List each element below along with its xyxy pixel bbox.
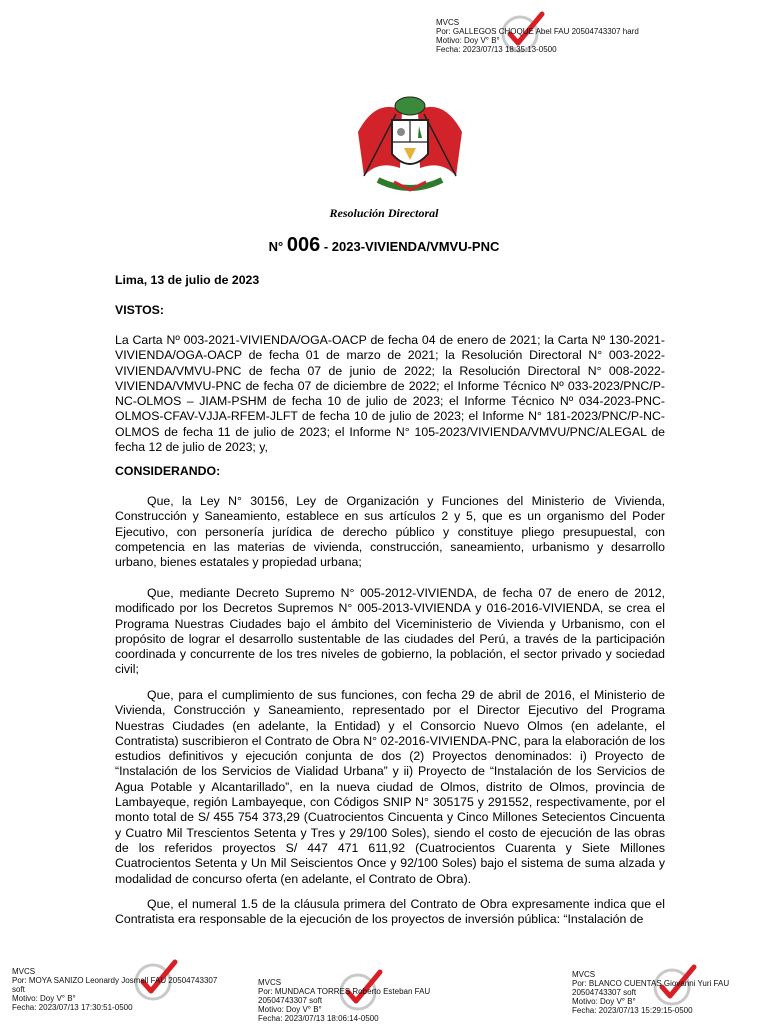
considerando-paragraph-2: Que, mediante Decreto Supremo N° 005-2012-VIVIENDA, de fecha 07 de enero de 2012, modificado por los Decretos Supremos N° 005-2013-VIVIENDA y 016-2016-VIVIENDA, se crea el Programa Nuestras Ciudades bajo el ámbito del Viceministerio de Vivienda y Urbanismo, con el propósito de lograr el desarrollo sustentable de las ciudades del Perú, a través de la participación coordinada y concurrente de los tres niveles de gobierno, la población, el sector privado y sociedad civil;	[115, 586, 665, 677]
signature-signer: Por: MUNDACA TORRES Roberto Esteban FAU	[258, 987, 431, 996]
digital-signature-bottom-left	[12, 967, 217, 1012]
signature-reason: Motivo: Doy V° B°	[572, 997, 636, 1006]
signature-signer: Por: MOYA SANIZO Leonardy Josmell FAU 20504743307	[12, 976, 218, 985]
signature-date: Fecha: 2023/07/13 18:06:14-0500	[258, 1014, 379, 1023]
coat-of-arms-icon	[356, 92, 464, 196]
considerando-paragraph-1: Que, la Ley N° 30156, Ley de Organización y Funciones del Ministerio de Vivienda, Construcción y Saneamiento, establece en sus artículos 2 y 5, que es un organismo del Poder Ejecutivo, con personería jurídica de derecho público y constituye pliego presupuestal, con competencia en las materias de vivienda, construcción, saneamiento, urbanismo y desarrollo urbano, bienes estatales y propiedad urbana;	[115, 494, 665, 570]
signature-signer: Por: GALLEGOS CHOQUE Abel FAU 20504743307 hard	[436, 27, 639, 36]
digital-signature-bottom-middle	[258, 978, 430, 1023]
digital-signature-top	[436, 18, 639, 54]
signature-signer: Por: BLANCO CUENTAS Giovanni Yuri FAU	[572, 979, 730, 988]
number-prefix: N°	[268, 239, 284, 254]
signature-signer-cont: 20504743307 soft	[258, 996, 323, 1005]
considerando-paragraph-4: Que, el numeral 1.5 de la cláusula primera del Contrato de Obra expresamente indica que el Contratista era responsable de la ejecución de los proyectos de inversión pública: “Instalación de	[115, 897, 665, 927]
signature-date: Fecha: 2023/07/13 18:35:13-0500	[436, 45, 557, 54]
signature-org: MVCS	[572, 970, 596, 979]
signature-signer-cont: soft	[12, 985, 25, 994]
signature-signer-cont: 20504743307 soft	[572, 988, 637, 997]
document-type-title: Resolución Directoral	[329, 206, 439, 220]
resolution-number	[0, 234, 768, 257]
signature-date: Fecha: 2023/07/13 15:29:15-0500	[572, 1006, 693, 1015]
signature-org: MVCS	[436, 18, 460, 27]
considerando-paragraph-3: Que, para el cumplimiento de sus funciones, con fecha 29 de abril de 2016, el Ministerio de Vivienda, Construcción y Saneamiento, representado por el Director Ejecutivo del Programa Nuestras Ciudades (en adelante, la Entidad) y el Consorcio Nuevo Olmos (en adelante, el Contratista) suscribieron el Contrato de Obra N° 02-2016-VIVIENDA-PNC, para la elaboración de los estudios definitivos y ejecución conjunta de dos (2) Proyectos denominados: i) Proyecto de “Instalación de los Servicios de Vialidad Urbana” y ii) Proyecto de “Instalación de los Servicios de Agua Potable y Alcantarillado”, en la nueva ciudad de Olmos, distrito de Olmos, provincia de Lambayeque, región Lambayeque, con Códigos SNIP N° 305175 y 291552, respectivamente, por el monto total de S/ 455 754 373,29 (Cuatrocientos Cincuenta y Cinco Millones Setecientos Cincuenta y Cuatro Mil Trescientos Setenta y Tres y 29/100 Soles), siendo el costo de ejecución de las obras de los referidos proyectos S/ 447 471 611,92 (Cuatrocientos Cuarenta y Siete Millones Cuatrocientos Setenta y Un Mil Seiscientos Once y 92/100 Soles) bajo el sistema de suma alzada y modalidad de concurso oferta (en adelante, el Contrato de Obra).	[115, 688, 665, 886]
signature-reason: Motivo: Doy V° B°	[436, 36, 500, 45]
vistos-heading: VISTOS:	[115, 303, 164, 317]
signature-org: MVCS	[258, 978, 282, 987]
digital-signature-bottom-right	[572, 970, 729, 1015]
number-suffix: - 2023-VIVIENDA/VMVU-PNC	[323, 239, 500, 254]
vistos-paragraph: La Carta Nº 003-2021-VIVIENDA/OGA-OACP de fecha 04 de enero de 2021; la Carta Nº 130-2021-VIVIENDA/OGA-OACP de fecha 01 de marzo de 2021; la Resolución Directoral N° 003-2022-VIVIENDA/VMVU-PNC de fecha 07 de junio de 2022; la Resolución Directoral N° 008-2022-VIVIENDA/VMVU-PNC de fecha 07 de diciembre de 2022; el Informe Técnico Nº 033-2023/PNC/P-NC-OLMOS – JIAM-PSHM de fecha 10 de julio de 2023; el Informe Técnico Nº 034-2023-PNC-OLMOS-CFAV-VJJA-RFEM-JLFT de fecha 10 de julio de 2023; el Informe N° 181-2023/PNC/P-NC-OLMOS de fecha 11 de julio de 2023; el Informe N° 105-2023/VIVIENDA/VMVU/PNC/ALEGAL de fecha 12 de julio de 2023; y,	[115, 333, 665, 455]
signature-reason: Motivo: Doy V° B°	[12, 994, 76, 1003]
signature-date: Fecha: 2023/07/13 17:30:51-0500	[12, 1003, 133, 1012]
signature-reason: Motivo: Doy V° B°	[258, 1005, 322, 1014]
considerando-heading: CONSIDERANDO:	[115, 464, 221, 478]
document-date: Lima, 13 de julio de 2023	[115, 273, 260, 287]
signature-org: MVCS	[12, 967, 36, 976]
number-value: 006	[286, 234, 321, 256]
